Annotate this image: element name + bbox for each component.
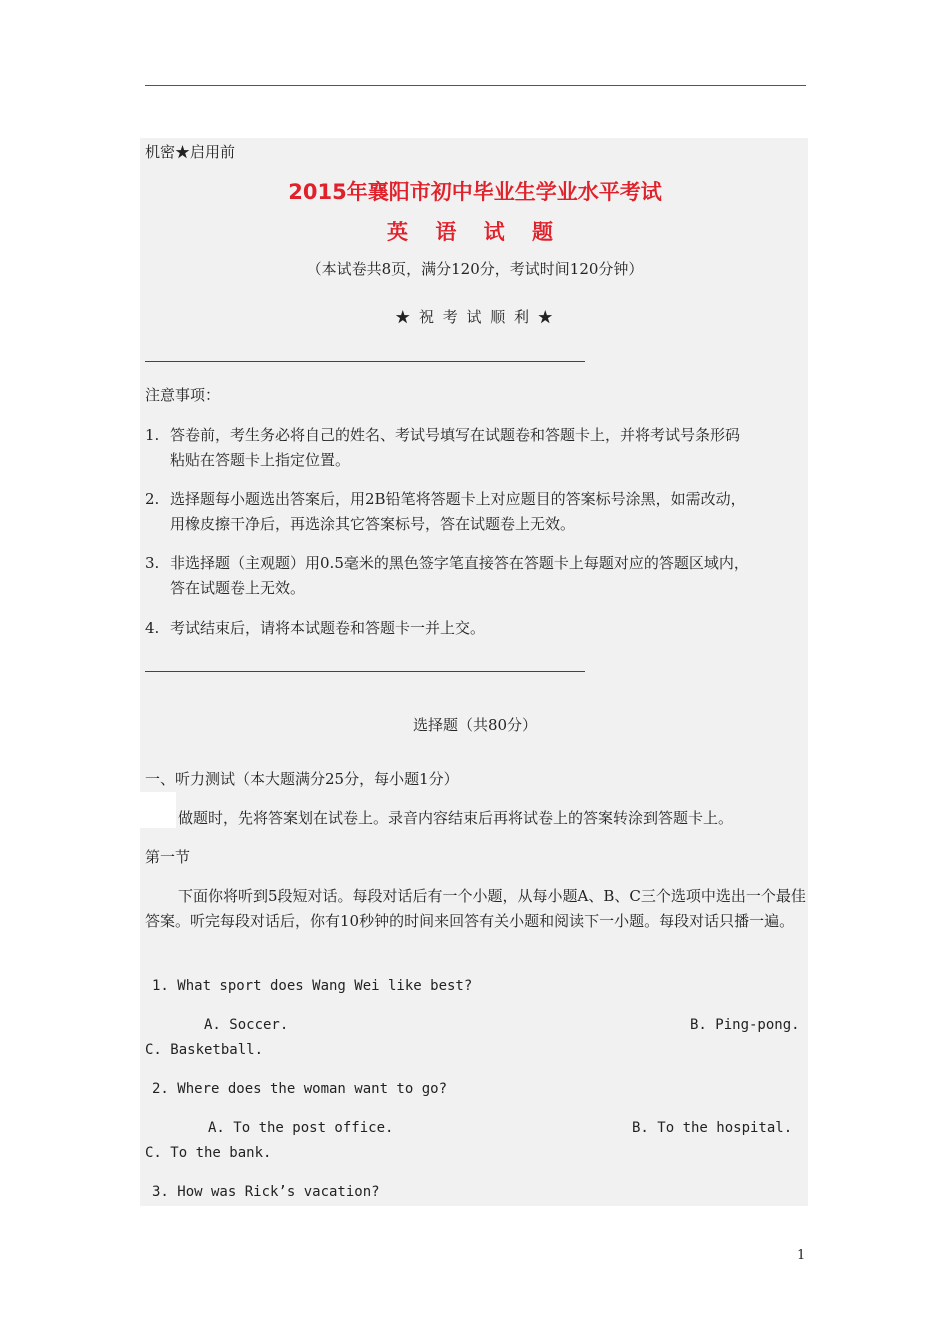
note-item-text: 用橡皮擦干净后，再选涂其它答案标号，答在试题卷上无效。 <box>170 515 576 533</box>
divider-bottom <box>145 671 585 672</box>
note-item-text: 考试结束后，请将本试题卷和答题卡一并上交。 <box>170 619 486 637</box>
header-rule <box>145 85 806 86</box>
option-a: A. Soccer. <box>204 1017 289 1033</box>
note-item-number: 3. <box>145 554 160 572</box>
choice-section-title: 选择题（共80分） <box>412 716 538 734</box>
secret-mark: 机密★启用前 <box>145 143 236 161</box>
exam-title: 2015年襄阳市初中毕业生学业水平考试 <box>288 180 662 204</box>
note-item-number: 1. <box>145 426 160 444</box>
subsection-title: 第一节 <box>145 848 191 866</box>
option-b: B. Ping-pong. <box>690 1017 800 1033</box>
option-c: C. Basketball. <box>145 1042 264 1058</box>
note-item-number: 4. <box>145 619 160 637</box>
good-luck-line: ★ 祝 考 试 顺 利 ★ <box>395 308 555 326</box>
option-b: B. To the hospital. <box>632 1120 793 1136</box>
subject-title: 英 语 试 题 <box>387 220 563 244</box>
note-item-text: 答在试题卷上无效。 <box>170 579 306 597</box>
question-stem: 1. What sport does Wang Wei like best? <box>152 978 473 994</box>
note-item-text: 答卷前，考生务必将自己的姓名、考试号填写在试题卷和答题卡上，并将考试号条形码 <box>170 426 741 444</box>
note-item-text: 选择题每小题选出答案后，用2B铅笔将答题卡上对应题目的答案标号涂黑，如需改动， <box>170 490 746 508</box>
page-number: 1 <box>797 1248 806 1263</box>
note-item-text: 非选择题（主观题）用0.5毫米的黑色签字笔直接答在答题卡上每题对应的答题区域内， <box>170 554 749 572</box>
question-stem: 2. Where does the woman want to go? <box>152 1081 448 1097</box>
subsection-description: 下面你将听到5段短对话。每段对话后有一个小题，从每小题A、B、C三个选项中选出一个最佳答案。听完每段对话后，你有10秒钟的时间来回答有关小题和阅读下一小题。每段对话只播一遍。 <box>145 887 806 930</box>
option-a: A. To the post office. <box>208 1120 394 1136</box>
notes-heading: 注意事项： <box>145 386 221 404</box>
exam-info: （本试卷共8页，满分120分，考试时间120分钟） <box>306 260 644 278</box>
blank-patch <box>140 792 176 828</box>
part1-title: 一、听力测试（本大题满分25分，每小题1分） <box>145 770 459 788</box>
part1-instruction: 做题时，先将答案划在试卷上。录音内容结束后再将试卷上的答案转涂到答题卡上。 <box>178 809 734 827</box>
note-item-number: 2. <box>145 490 160 508</box>
note-item-text: 粘贴在答题卡上指定位置。 <box>170 451 351 469</box>
divider-top <box>145 361 585 362</box>
question-stem: 3. How was Rick’s vacation? <box>152 1184 380 1200</box>
option-c: C. To the bank. <box>145 1145 272 1161</box>
